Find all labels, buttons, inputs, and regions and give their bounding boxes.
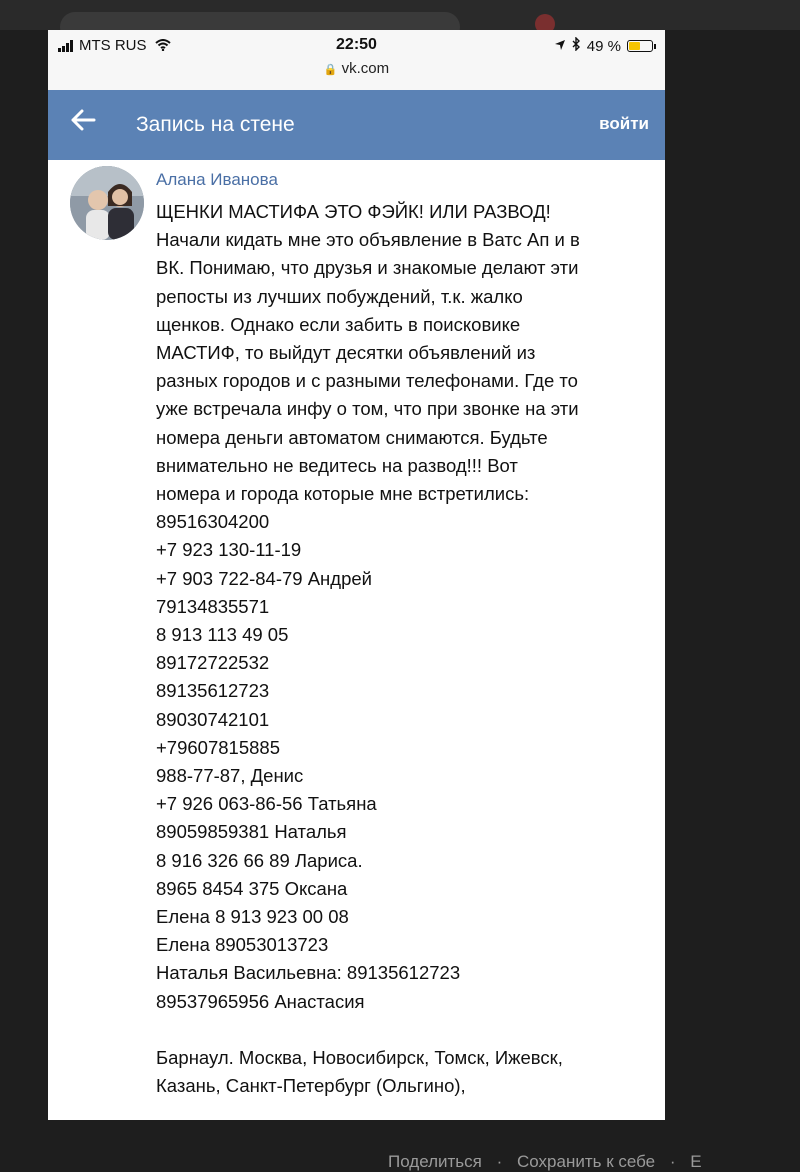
lock-icon: 🔒 bbox=[323, 64, 338, 76]
cities-line: Казань, Санкт-Петербург (Ольгино), bbox=[156, 1075, 466, 1097]
post-text-line: МАСТИФ, то выйдут десятки объявлений из bbox=[156, 342, 536, 364]
share-link[interactable]: Поделиться bbox=[388, 1152, 482, 1171]
post-paragraph bbox=[156, 226, 656, 508]
phone-entry: 89516304200 bbox=[156, 511, 270, 533]
phone-entry: 89172722532 bbox=[156, 652, 270, 674]
phone-screenshot bbox=[48, 30, 665, 1120]
post-text-line: разных городов и с разными телефонами. Где то bbox=[156, 370, 578, 392]
footer-actions bbox=[388, 1152, 712, 1172]
phone-list bbox=[156, 508, 656, 1016]
post-author-link[interactable]: Алана Иванова bbox=[156, 170, 278, 189]
post-text-line: номера деньги автоматом снимаются. Будьте bbox=[156, 426, 548, 448]
phone-entry: 89135612723 bbox=[156, 680, 270, 702]
post-text-line: номера и города которые мне встретились: bbox=[156, 483, 530, 505]
battery-icon bbox=[627, 40, 653, 52]
save-link[interactable]: Сохранить к себе bbox=[517, 1152, 656, 1171]
separator: · bbox=[496, 1152, 503, 1171]
phone-entry: 8965 8454 375 Оксана bbox=[156, 877, 348, 899]
phone-entry: 89030742101 bbox=[156, 708, 270, 730]
more-link[interactable]: Е bbox=[690, 1152, 702, 1171]
post-title-line: ЩЕНКИ МАСТИФА ЭТО ФЭЙК! ИЛИ РАЗВОД! bbox=[156, 201, 551, 222]
page-title: Запись на стене bbox=[136, 113, 295, 136]
phone-entry: 8 913 113 49 05 bbox=[156, 624, 289, 646]
post-text-line: щенков. Однако если забить в поисковике bbox=[156, 313, 521, 335]
phone-entry: +79607815885 bbox=[156, 736, 280, 758]
phone-entry: 79134835571 bbox=[156, 595, 270, 617]
login-button[interactable]: войти bbox=[599, 114, 649, 133]
phone-entry: 89059859381 Наталья bbox=[156, 821, 347, 843]
phone-entry: 8 916 326 66 89 Лариса. bbox=[156, 849, 363, 871]
status-bar bbox=[48, 30, 665, 90]
address-bar[interactable] bbox=[48, 60, 665, 77]
phone-entry: Наталья Васильевна: 89135612723 bbox=[156, 962, 461, 984]
bluetooth-icon bbox=[572, 37, 581, 55]
phone-entry: +7 923 130-11-19 bbox=[156, 539, 302, 561]
phone-entry: 988-77-87, Денис bbox=[156, 765, 304, 787]
cities-line: Барнаул. Москва, Новосибирск, Томск, Ижевск, bbox=[156, 1046, 563, 1068]
phone-entry: 89537965956 Анастасия bbox=[156, 990, 365, 1012]
post-text-line: внимательно не ведитесь на развод!!! Вот bbox=[156, 454, 518, 476]
status-time: 22:50 bbox=[336, 36, 377, 53]
battery-label: 49 % bbox=[586, 37, 621, 55]
post-text-line: репосты из лучших побуждений, т.к. жалко bbox=[156, 285, 523, 307]
separator: · bbox=[669, 1152, 676, 1171]
phone-entry: +7 903 722-84-79 Андрей bbox=[156, 567, 372, 589]
url-text: vk.com bbox=[341, 60, 390, 77]
status-right bbox=[554, 37, 653, 55]
page-header bbox=[48, 90, 665, 160]
post-text-line: уже встречала инфу о том, что при звонке на эти bbox=[156, 398, 579, 420]
cities-list bbox=[156, 1044, 656, 1100]
post-text bbox=[156, 198, 656, 1100]
phone-entry: +7 926 063-86-56 Татьяна bbox=[156, 793, 377, 815]
avatar[interactable] bbox=[70, 166, 144, 240]
post-text-line: ВК. Понимаю, что друзья и знакомые делают эти bbox=[156, 257, 579, 279]
phone-entry: Елена 89053013723 bbox=[156, 934, 329, 956]
carrier-label: MTS RUS bbox=[79, 37, 147, 54]
back-arrow-icon[interactable] bbox=[70, 108, 96, 138]
post-text-line: Начали кидать мне это объявление в Ватс Ап и в bbox=[156, 229, 580, 251]
phone-entry: Елена 8 913 923 00 08 bbox=[156, 906, 349, 928]
battery-fill bbox=[629, 42, 640, 50]
location-arrow-icon bbox=[554, 38, 566, 55]
